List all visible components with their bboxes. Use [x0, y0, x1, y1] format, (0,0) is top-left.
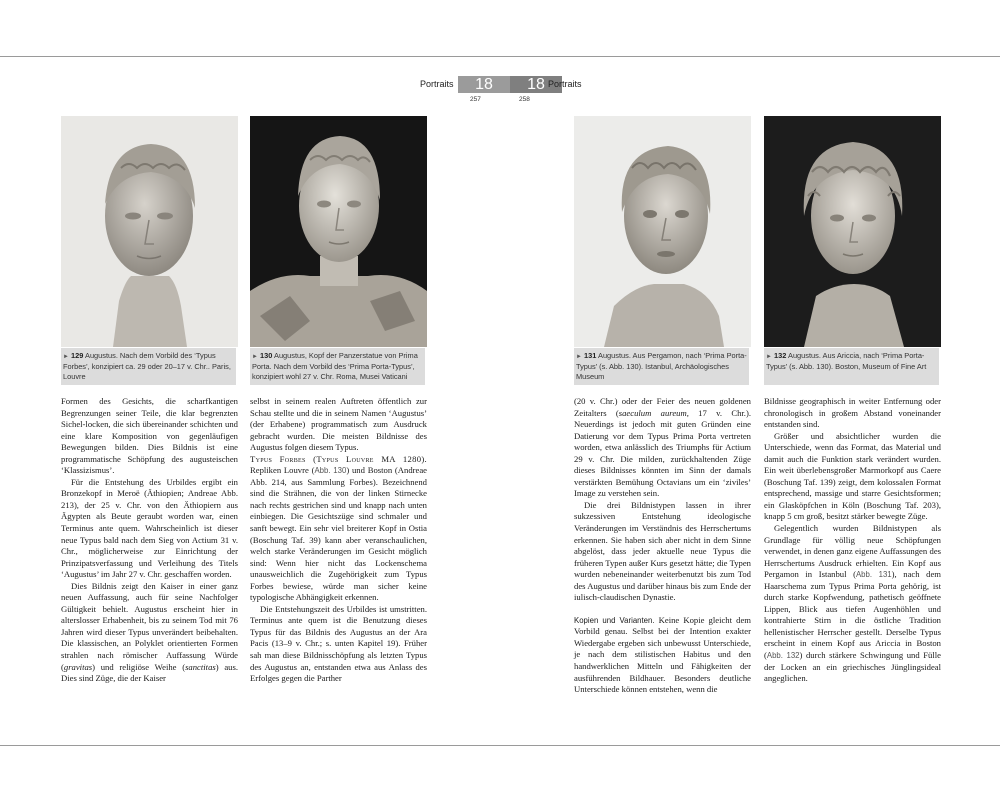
figure-number: 130 — [260, 351, 273, 360]
paragraph: selbst in seinem realen Auftreten öffentlich zur Schau stellte und die in seinem Namen ‘Augustus’ (der Erhabene) programmatisch zum Ausdruck gebracht wurden. Die meisten Bildnisse des Augustus folgen diesem Typus. — [250, 396, 427, 453]
paragraph: Formen des Gesichts, die scharfkantigen Begrenzungen seiner Teile, die klar begrenzten Sichel-locken, die sich übereinander schichten und eine klare Komposition von gegenläufigen Bewegungen bilden. Dies Bildnis ist eine programmatische Schöpfung des augusteischen ‘Klassizismus’. — [61, 396, 238, 476]
paragraph: Größer und absichtlicher wurden die Unterschiede, wenn das Format, das Material und damit auch die Funktion stark verändert wurden. Ein weit überlebensgroßer Marmorkopf aus Caere (Boschung Taf. 139) zeigt, dem kolossalen Format entsprechend, massige und starre Gesichtsformen; ein Glasköpfchen in Köln (Boschung Taf. 203), knapp 5 cm groß, besitzt stärker bewegte Züge. — [764, 430, 941, 522]
paragraph: Gelegentlich wurden Bildnistypen als Grundlage für völlig neue Schöpfungen verwendet, in denen ganz eigene Auffassungen des Herrschertums Ausdruck erhielten. Ein Kopf aus Pergamon in Istanbul (Abb. 131), nach dem Haarschema zum Typus Prima Porta gehörig, ist durch starke Kopfwendung, pathetisch geöffnete Lippen, Blick aus tiefen Augenhöhlen und kontrahierte Stirn in die östliche Tradition hellenistischer Herrscher gestellt. Derselbe Typus erscheint in einem Kopf aus Ariccia in Boston (Abb. 132) durch stärkere Schwingung und Fülle der Locken an ein griechisches Jünglingsideal angeglichen. — [764, 523, 941, 684]
figure-reference: Abb. 131 — [855, 570, 892, 580]
figure-129-caption — [61, 348, 236, 385]
running-title-left: Portraits — [420, 79, 454, 89]
paragraph: Kopien und Varianten. Keine Kopie gleicht dem Vorbild genau. Selbst bei der Intention exakter Wiedergabe ergeben sich unbewusst Unterschiede, je nach dem stilistischen Habitus und den handwerklichen Mitteln und Fähigkeiten der ausführenden Bildhauer. Besonders deutliche Unterschiede können entstehen, wenn die — [574, 614, 751, 695]
figure-number: 132 — [774, 351, 787, 360]
type-heading: Typus Forbes (Typus Louvre MA 1280). — [250, 453, 427, 464]
caption-text: Augustus. Aus Pergamon, nach ‘Prima Porta-Typus’ (s. Abb. 130). Istanbul, Archäologisches Museum — [576, 351, 747, 381]
text-column-2 — [250, 396, 427, 685]
text-column-3 — [574, 396, 751, 696]
chapter-number-left: 18 — [458, 76, 510, 93]
section-heading: Kopien und Varianten. — [574, 615, 655, 625]
figure-131-caption — [574, 348, 749, 385]
text-column-4 — [764, 396, 941, 685]
caption-text: Augustus. Aus Ariccia, nach ‘Prima Porta-Typus’ (s. Abb. 130). Boston, Museum of Fine Art — [766, 351, 927, 371]
page-number-right: 258 — [519, 96, 530, 103]
figure-reference: Abb. 130 — [314, 466, 347, 476]
page-number-left: 257 — [470, 96, 481, 103]
paragraph: Für die Entstehung des Urbildes ergibt ein Bronzekopf in Meroë (Äthiopien; Andreae Abb. 213), der 25 v. Chr. von den Äthiopiern aus Ägypten als Beute geraubt worden war, einen Terminus ante quem. Wahrscheinlich ist dieser neue Typus bald nach dem Sieg von Actium 31 v. Chr., möglicherweise zur Einrichtung der Prinzipatsverfassung und Verleihung des Titels ‘Augustus’ im Jahr 27 v. Chr. geschaffen worden. — [61, 476, 238, 580]
figure-132-photo — [764, 116, 941, 347]
caption-text: Augustus, Kopf der Panzerstatue von Prima Porta. Nach dem Vorbild des ‘Prima Porta-Typus’, konzipiert wohl 27 v. Chr. Roma, Musei Vaticani — [252, 351, 418, 381]
paragraph: Bildnisse geographisch in weiter Entfernung oder chronologisch in großem Abstand voneinander entstanden sind. — [764, 396, 941, 430]
page-header — [0, 76, 1000, 106]
figure-reference: Abb. 132 — [766, 651, 800, 661]
caption-arrow-icon: ► — [252, 354, 258, 360]
paragraph: (20 v. Chr.) oder der Feier des neuen goldenen Zeitalters (saeculum aureum, 17 v. Chr.). Neuerdings ist jedoch mit guten Gründen eine Datierung vor dem Typus Prima Porta vertreten worden, etwa anlässlich des Triumphs für Actium 29 v. Chr. Die milden, zurückhaltenden Züge dieses Bildnisses könnten im Sinn der damals verstärkten Bemühung Octavians um ein ‘ziviles’ Image zu verstehen sein. — [574, 396, 751, 499]
figure-130-photo — [250, 116, 427, 347]
running-title-right: Portraits — [548, 79, 582, 89]
figure-129-photo — [61, 116, 238, 347]
figure-number: 129 — [71, 351, 84, 360]
chapter-number-right: 18 — [510, 76, 562, 93]
caption-arrow-icon: ► — [63, 354, 69, 360]
paragraph: Typus Forbes (Typus Louvre MA 1280). Repliken Louvre (Abb. 130) und Boston (Andreae Abb. 214, aus Sammlung Forbes). Bezeichnend sind die Strähnen, die von der linken Stirnecke nach rechts gestrichen sind und knapp nach unten einbiegen. Die Gesichtszüge sind schmaler und sanft bewegt. Ein sehr viel breiterer Kopf in Ostia (Boschung Taf. 39) kann aber veranschaulichen, welch starke Veränderungen im Gesicht möglich sind: Wenn hier nicht das Lockenschema unausweichlich die Zugehörigkeit zum Typus Forbes bewiese, würde man sicher keine typologische Abhängigkeit erkennen. — [250, 453, 427, 603]
caption-arrow-icon: ► — [576, 354, 582, 360]
paragraph: Die drei Bildnistypen lassen in ihrer sukzessiven Entstehung ideologische Veränderungen im Verständnis des Herrschertums erkennen. Sie haben sich aber nicht in dem Sinne abgelöst, dass jeder aktuelle neue Typus die früheren Typen außer Kurs gesetzt hätte; die Typen wurden nebeneinander weiterbenutzt bis zum Tod des Augustus und darüber hinaus bis zum Ende der iulisch-claudischen Dynastie. — [574, 499, 751, 603]
paragraph: Die Entstehungszeit des Urbildes ist umstritten. Terminus ante quem ist die Benutzung dieses Typus für das Bildnis des Augustus an der Ara Pacis (13–9 v. Chr.; s. unten Kapitel 19). Früher sah man diese Bildnisschöpfung als letzten Typus des Augustus an, entstanden etwa aus Anlass des Erfolges gegen die Parther — [250, 603, 427, 684]
paragraph: Dies Bildnis zeigt den Kaiser in einer ganz neuen Auffassung, auch für seine Nachfolger Gültigkeit behielt. Augustus erscheint hier in alterslosser Erhabenheit, bis zu seinem Tod mit 76 Jahren wird dieser Typus unverändert beibehalten. Die klassischen, an Polyklet orientierten Formen strahlen nach römischer Auffassung Würde (gravitas) und religiöse Weihe (sanctitas) aus. Dies sind Züge, die der Kaiser — [61, 580, 238, 684]
caption-arrow-icon: ► — [766, 354, 772, 360]
figure-131-photo — [574, 116, 751, 347]
figure-130-caption — [250, 348, 425, 385]
figure-132-caption — [764, 348, 939, 385]
caption-text: Augustus. Nach dem Vorbild des ‘Typus Forbes’, konzipiert ca. 29 oder 20–17 v. Chr.. Paris, Louvre — [63, 351, 231, 381]
figure-number: 131 — [584, 351, 597, 360]
text-column-1 — [61, 396, 238, 685]
